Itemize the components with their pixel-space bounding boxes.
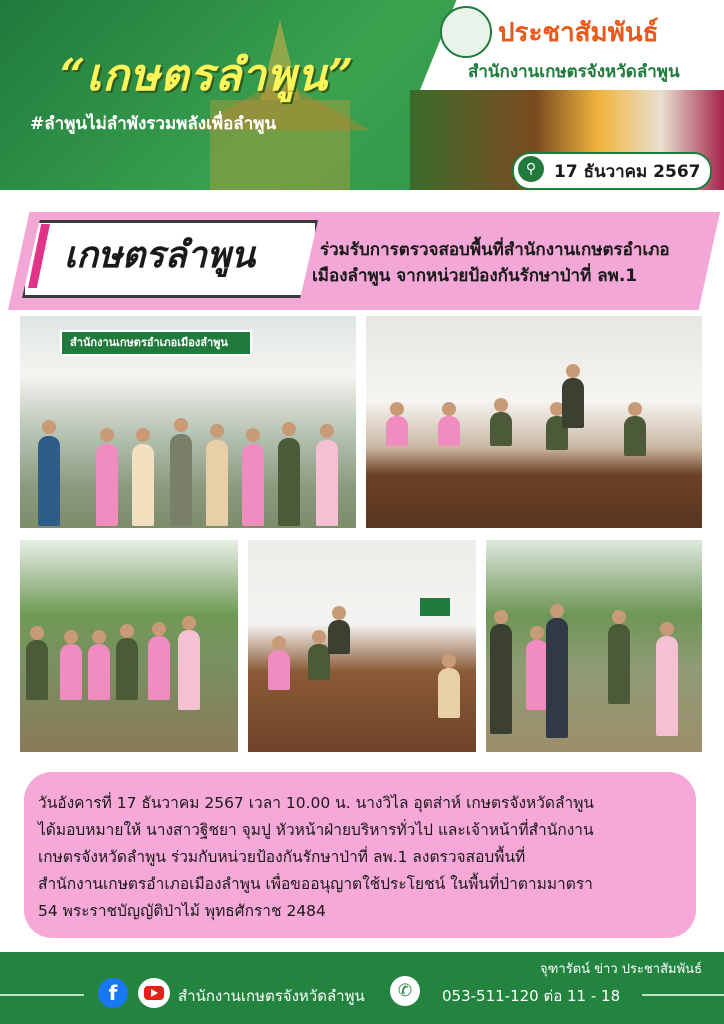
logo-text: เกษตรลำพูน <box>64 234 256 276</box>
headline-line-1: ร่วมรับการตรวจสอบพื้นที่สำนักงานเกษตรอำเภอ <box>320 240 670 260</box>
body-line: เกษตรจังหวัดลำพูน ร่วมกับหน่วยป้องกันรักษาป่าที่ ลพ.1 ลงตรวจสอบพื้นที่ <box>38 848 526 866</box>
news-credit: จุฑารัตน์ ข่าว ประชาสัมพันธ์ <box>540 962 703 977</box>
photo-meeting-room <box>366 316 702 528</box>
wall-sign <box>420 598 450 616</box>
footer-divider-left <box>0 994 84 996</box>
date-text: 17 ธันวาคม 2567 <box>554 162 701 182</box>
headline-line-2: เมืองลำพูน จากหน่วยป้องกันรักษาป่าที่ ลพ.1 <box>312 266 638 286</box>
body-line: 54 พระราชบัญญัติป่าไม้ พุทธศักราช 2484 <box>38 902 326 920</box>
footer-phone[interactable]: 053-511-120 ต่อ 11 - 18 <box>442 987 621 1005</box>
office-sign-text: สำนักงานเกษตรอำเภอเมืองลำพูน <box>70 336 228 349</box>
phone-icon: ✆ <box>390 976 420 1006</box>
photo-meeting-table <box>248 540 476 752</box>
office-title: สำนักงานเกษตรจังหวัดลำพูน <box>468 62 680 82</box>
body-line: วันอังคารที่ 17 ธันวาคม 2567 เวลา 10.00 น. นางวิไล อุตส่าห์ เกษตรจังหวัดลำพูน <box>38 794 595 812</box>
footer-divider-right <box>642 994 724 996</box>
header-hashtag: #ลำพูนไม่ลำพังรวมพลังเพื่อลำพูน <box>30 114 277 134</box>
facebook-icon[interactable]: f <box>98 978 128 1008</box>
footer-office-link[interactable]: สำนักงานเกษตรจังหวัดลำพูน <box>178 987 365 1005</box>
search-icon: ⚲ <box>518 156 544 182</box>
header-title: “เกษตรลำพูน” <box>60 50 355 101</box>
pr-label: ประชาสัมพันธ์ <box>498 18 659 48</box>
ministry-seal-icon <box>440 6 492 58</box>
photo-site-inspection <box>486 540 702 752</box>
body-line: ได้มอบหมายให้ นางสาวฐิชยา จุมปู หัวหน้าฝ่ายบริหารทั่วไป และเจ้าหน้าที่สำนักงาน <box>38 821 594 839</box>
photo-group-outdoor <box>20 540 238 752</box>
body-line: สำนักงานเกษตรอำเภอเมืองลำพูน เพื่อขออนุญาตใช้ประโยชน์ ในพื้นที่ป่าตามมาตรา <box>38 875 593 893</box>
youtube-play-icon <box>151 989 158 997</box>
